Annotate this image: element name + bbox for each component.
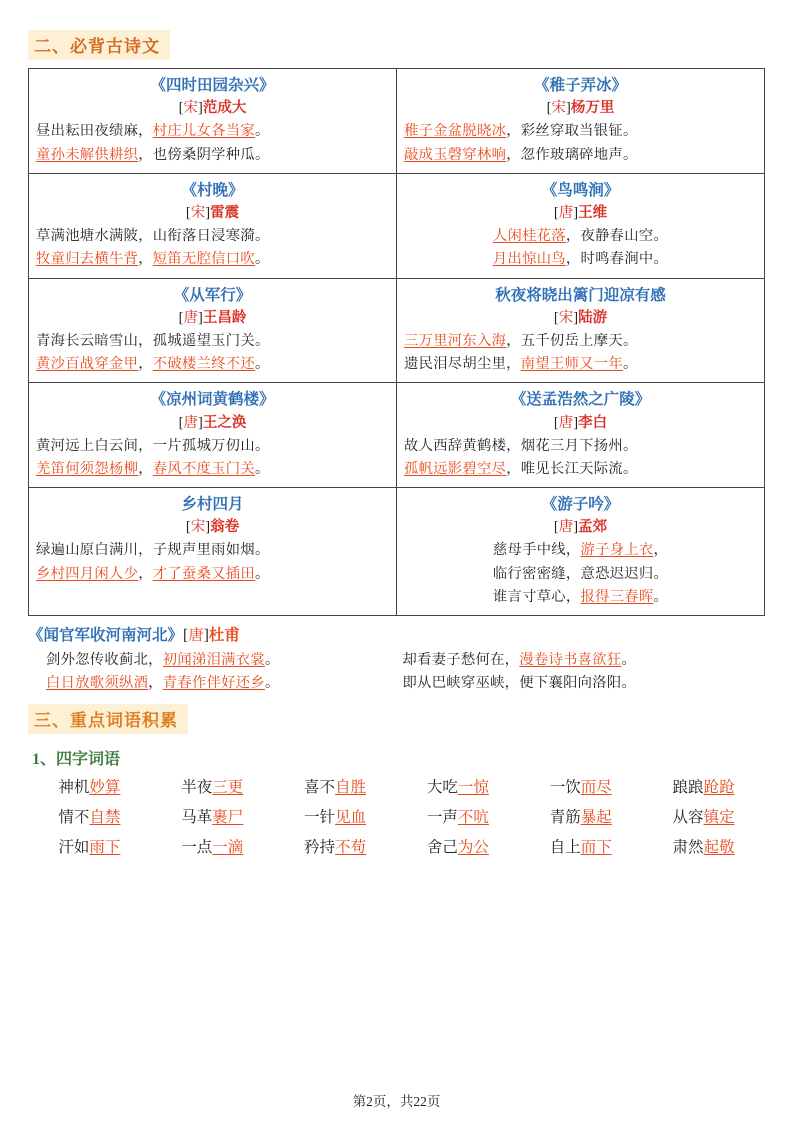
plain-text: 。 [653,588,669,605]
section-heading-vocab: 三、重点词语积累 [28,704,188,734]
word-highlight: 见血 [335,808,367,826]
highlighted-phrase: 春风不度玉门关 [152,460,255,477]
poem-cell [29,383,397,488]
vocabulary-item [274,773,397,803]
plain-text: 青海长云暗雪山，孤城遥望玉门关。 [36,332,270,349]
word-prefix: 从容 [672,808,704,826]
plain-text: 。 [622,356,638,373]
vocabulary-item [642,803,765,833]
word-highlight: 不苟 [335,839,367,856]
highlighted-phrase: 游子身上衣 [580,542,654,559]
poem-title: 《四时田园杂兴》 [150,77,275,94]
poem-line [404,539,757,562]
poem-line [404,144,757,167]
highlighted-phrase: 稚子金盆脱晓冰 [404,123,507,140]
word-highlight: 一惊 [457,778,489,796]
vocabulary-item [151,773,274,803]
poem-author-line: [宋]范成大 [178,100,247,117]
poem-author: 王昌龄 [202,309,247,326]
highlighted-phrase: 青春作伴好还乡 [162,675,265,692]
poem-author-line: [宋]雷震 [185,205,240,221]
plain-text: 临行密密缝，意恐迟迟归。 [492,565,669,582]
word-highlight: 为公 [457,839,489,856]
poem-title: 《送孟浩然之广陵》 [510,391,651,409]
plain-text: 即从巴峡穿巫峡，便下襄阳向洛阳。 [402,675,637,692]
poem-dynasty: 宋 [551,100,566,117]
vocabulary-item [396,803,519,833]
poem-title: 《稚子弄冰》 [533,77,627,94]
plain-text: 遗民泪尽胡尘里， [404,356,521,373]
plain-text: ， [138,356,153,373]
plain-text: 剑外忽传收蓟北， [46,652,163,669]
vocabulary-item [151,833,274,863]
plain-text: 。 [254,356,270,373]
plain-text: 绿遍山原白满川，子规声里雨如烟。 [36,542,270,559]
plain-text: ， [138,460,153,477]
poem-table-row [29,488,765,616]
plain-text: 草满池塘水满陂，山衔落日浸寒漪。 [36,228,270,245]
poem-dynasty: 宋 [190,519,206,536]
word-prefix: 青筋 [549,808,581,826]
highlighted-phrase: 不破楼兰终不还 [152,356,255,373]
plain-text: ， [148,675,163,692]
word-prefix: 踉踉 [672,778,704,796]
poem-author: 王维 [578,205,608,221]
vocabulary-item [519,803,642,833]
word-prefix: 一饮 [549,778,581,796]
highlighted-phrase: 初闻涕泪满衣裳 [162,652,265,669]
plain-text: 。 [254,460,270,477]
poem-line [36,248,389,271]
word-highlight: 而尽 [580,778,612,796]
word-prefix: 一点 [181,839,213,856]
word-prefix: 矜持 [304,839,336,856]
word-highlight: 而下 [580,839,612,856]
word-highlight: 起敬 [703,839,735,856]
word-prefix: 汗如 [58,839,90,856]
poem-line [36,435,389,458]
highlighted-phrase: 牧童归去横牛背 [36,251,139,268]
poem-cell [397,383,765,488]
poem-line [404,330,757,353]
plain-text: 。 [254,251,270,268]
word-highlight: 裹尸 [212,808,244,826]
vocabulary-item [519,773,642,803]
poem-table [28,68,765,616]
vocabulary-item [642,833,765,863]
poem-line [404,120,757,143]
plain-text: 。 [254,123,270,140]
highlighted-phrase: 敲成玉磬穿林响 [404,146,507,163]
poem-line [404,353,757,376]
poem-author: 孟郊 [578,519,608,536]
word-prefix: 神机 [58,778,90,796]
highlighted-phrase: 南望王师又一年 [520,356,623,373]
poem-dynasty: 宋 [558,309,574,326]
plain-text: ， [653,542,669,559]
highlighted-phrase: 报得三春晖 [580,588,654,605]
vocabulary-item [28,803,151,833]
vocabulary-item [28,773,151,803]
word-highlight: 不吭 [457,808,489,826]
poem-line [404,563,757,586]
poem-table-row [29,173,765,278]
poem-author-line: [唐]王之涣 [178,414,247,431]
plain-text: 。 [264,675,280,692]
poem-cell [397,173,765,278]
wide-poem-heading: 《闻官军收河南河北》[唐]杜甫 [28,626,240,644]
poem-cell [29,278,397,383]
poem-author: 翁卷 [210,519,240,536]
plain-text: ，也傍桑阴学种瓜。 [138,146,270,163]
highlighted-phrase: 月出惊山鸟 [492,251,566,268]
highlighted-phrase: 乡村四月闲人少 [36,565,139,582]
poem-author-line: [唐]孟郊 [553,519,608,536]
vocabulary-item [396,773,519,803]
highlighted-phrase: 羌笛何须怨杨柳 [36,460,139,477]
poem-dynasty: 唐 [183,414,198,431]
poem-author-line: [宋]杨万里 [546,100,615,117]
subheading-four-char-words: 1、四字词语 [32,750,121,768]
poem-cell [397,488,765,616]
poem-table-row [29,383,765,488]
wide-poem-title: 《闻官军收河南河北》 [28,626,184,644]
vocabulary-row [28,773,765,803]
poem-title: 《凉州词黄鹤楼》 [150,391,275,409]
word-highlight: 一滴 [212,839,244,856]
poem-cell [397,278,765,383]
wide-poem-right-column [397,649,766,695]
plain-text: ， [138,565,153,582]
vocabulary-table [28,773,765,864]
highlighted-phrase: 才了蚕桑又插田 [152,565,255,582]
word-highlight: 雨下 [89,839,121,856]
vocabulary-row [28,833,765,863]
poem-table-row [29,69,765,174]
highlighted-phrase: 短笛无腔信口吹 [152,251,255,268]
vocabulary-item [151,803,274,833]
word-prefix: 一声 [426,808,458,826]
poem-line [36,458,389,481]
poem-line [36,539,389,562]
poem-dynasty: 唐 [558,205,574,221]
plain-text: 慈母手中线， [492,542,581,559]
plain-text: 黄河远上白云间，一片孤城万仞山。 [36,437,270,454]
word-highlight: 自胜 [335,778,367,796]
vocabulary-item [274,833,397,863]
poem-dynasty: 唐 [558,414,574,431]
vocabulary-item [642,773,765,803]
poem-line [36,330,389,353]
poem-cell [29,173,397,278]
wide-poem-left-column [28,649,397,695]
poem-line [36,120,389,143]
poem-line [404,586,757,609]
poem-line [397,672,766,695]
poem-cell [29,69,397,174]
highlighted-phrase: 童孙未解供耕织 [36,146,139,163]
plain-text: ，时鸣春涧中。 [565,251,669,268]
poem-author: 杨万里 [570,100,615,117]
plain-text: 。 [264,652,280,669]
poem-line [36,144,389,167]
plain-text: 却看妻子愁何在， [402,652,520,669]
wide-poem-dynasty: 唐 [188,626,204,644]
poem-line [36,225,389,248]
word-prefix: 一针 [304,808,336,826]
highlighted-phrase: 孤帆远影碧空尽 [404,460,507,477]
word-highlight: 三更 [212,778,244,796]
poem-line [36,353,389,376]
poem-author: 范成大 [202,100,247,117]
poem-title: 《游子吟》 [541,496,620,513]
plain-text: ，忽作玻璃碎地声。 [506,146,638,163]
word-highlight: 镇定 [703,808,735,826]
plain-text: ，夜静春山空。 [565,228,669,245]
word-prefix: 半夜 [181,778,213,796]
vocabulary-item [396,833,519,863]
plain-text: ，五千仞岳上摩天。 [506,332,638,349]
poem-author: 陆游 [578,309,608,326]
wide-poem-block [28,623,765,696]
poem-line [404,435,757,458]
vocabulary-row [28,803,765,833]
plain-text: ，彩丝穿取当银钲。 [506,123,638,140]
word-prefix: 喜不 [304,778,336,796]
poem-cell [29,488,397,616]
poem-dynasty: 唐 [558,519,574,536]
word-prefix: 自上 [549,839,581,856]
wide-poem-author: 杜甫 [208,626,240,644]
poem-line [404,225,757,248]
poem-author-line: [唐]王维 [553,205,608,221]
plain-text: 。 [622,460,638,477]
plain-text: 。 [621,652,637,669]
poem-dynasty: 宋 [190,205,206,221]
word-prefix: 舍己 [426,839,458,856]
poem-author-line: [唐]王昌龄 [178,309,247,326]
poem-table-row [29,278,765,383]
poem-author-line: [宋]翁卷 [185,519,240,536]
poem-title: 《从军行》 [173,286,252,304]
poem-line [36,563,389,586]
poem-title: 乡村四月 [181,496,244,513]
word-prefix: 肃然 [672,839,704,856]
vocabulary-item [519,833,642,863]
poem-line [397,649,766,672]
plain-text: ， [138,251,153,268]
section-heading-poems: 二、必背古诗文 [28,30,170,60]
plain-text: 谁言寸草心， [492,588,581,605]
word-highlight: 自禁 [89,808,121,826]
poem-dynasty: 唐 [183,309,198,326]
plain-text: 昼出耘田夜绩麻， [36,123,153,140]
word-prefix: 大吃 [426,778,458,796]
vocabulary-item [28,833,151,863]
highlighted-phrase: 人闲桂花落 [492,228,566,245]
poem-author: 雷震 [210,205,240,221]
word-highlight: 暴起 [580,808,612,826]
page-footer: 第2页，共22页 [352,1094,441,1109]
poem-line [28,649,397,672]
vocabulary-item [274,803,397,833]
poem-title: 《鸟鸣涧》 [541,181,620,199]
poem-line [404,458,757,481]
poem-line [28,672,397,695]
highlighted-phrase: 漫卷诗书喜欲狂 [519,652,622,669]
highlighted-phrase: 黄沙百战穿金甲 [36,356,139,373]
poem-author-line: [唐]李白 [553,414,608,431]
poem-title: 秋夜将晓出篱门迎凉有感 [495,286,666,304]
poem-author: 李白 [578,414,608,431]
poem-line [404,248,757,271]
plain-text: ，唯见长江天际流 [506,460,623,477]
poem-title: 《村晚》 [181,181,244,199]
word-prefix: 情不 [58,808,90,826]
poem-dynasty: 宋 [183,100,198,117]
highlighted-phrase: 白日放歌须纵酒 [46,675,149,692]
highlighted-phrase: 三万里河东入海 [404,332,507,349]
plain-text: 。 [254,565,270,582]
word-highlight: 妙算 [89,778,121,796]
word-prefix: 马革 [181,808,213,826]
highlighted-phrase: 村庄儿女各当家 [152,123,255,140]
word-highlight: 跄跄 [703,778,735,796]
poem-author-line: [宋]陆游 [553,309,608,326]
plain-text: 故人西辞黄鹤楼，烟花三月下扬州。 [404,437,638,454]
poem-author: 王之涣 [202,414,247,431]
poem-cell [397,69,765,174]
